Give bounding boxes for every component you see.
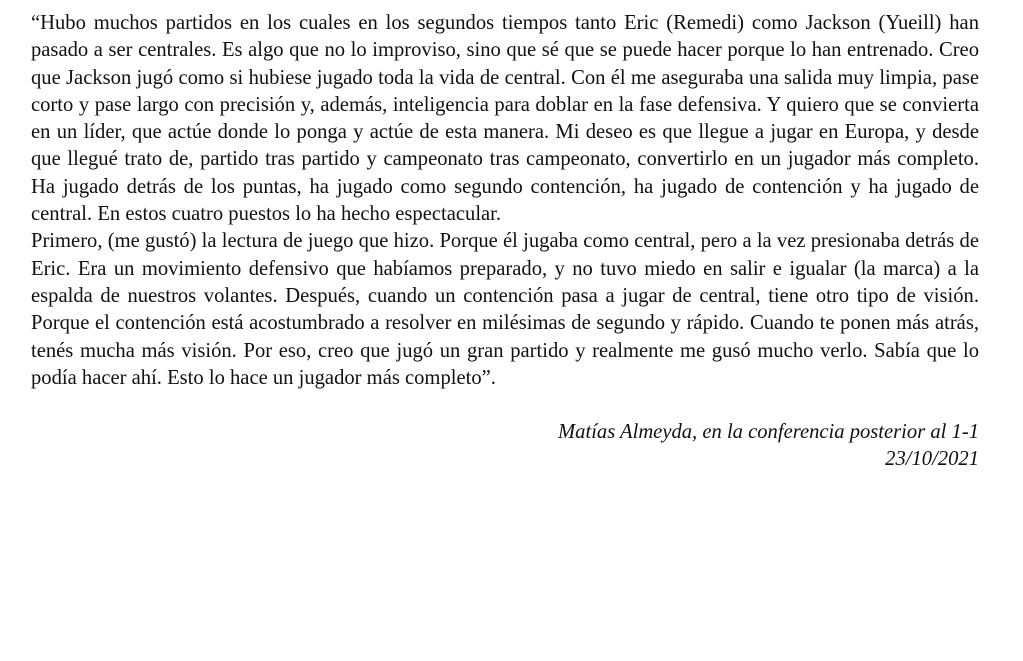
attribution-speaker: Matías Almeyda, en la conferencia posterior al 1-1 [558, 421, 979, 444]
quote-paragraph-2: Primero, (me gustó) la lectura de juego que hizo. Porque él jugaba como central, pero a la vez presionaba detrás de Eric. Era un movimiento defensivo que habíamos preparado, y no tuvo miedo en salir e igualar (la marca) a la espalda de nuestros volantes. Después, cuando un contención pasa a jugar de central, tiene otro tipo de visión. Porque el contención está acostumbrado a resolver en milésimas de segundo y rápido. Cuando te ponen más atrás, tenés mucha más visión. Por eso, creo que jugó un gran partido y realmente me gusó mucho verlo. Sabía que lo podía hacer ahí. Esto lo hace un jugador más completo”. [31, 230, 979, 389]
document-body [31, 10, 979, 474]
attribution [31, 419, 979, 474]
attribution-date: 23/10/2021 [885, 448, 979, 471]
quote-paragraph-1: “Hubo muchos partidos en los cuales en los segundos tiempos tanto Eric (Remedi) como Jackson (Yueill) han pasado a ser centrales. Es algo que no lo improviso, sino que sé que se puede hacer porque lo han entrenado. Creo que Jackson jugó como si hubiese jugado toda la vida de central. Con él me aseguraba una salida muy limpia, pase corto y pase largo con precisión y, además, inteligencia para doblar en la fase defensiva. Y quiero que se convierta en un líder, que actúe donde lo ponga y actúe de esta manera. Mi deseo es que llegue a jugar en Europa, y desde que llegué trato de, partido tras partido y campeonato tras campeonato, convertirlo en un jugador más completo. Ha jugado detrás de los puntas, ha jugado como segundo contención, ha jugado de contención y ha jugado de central. En estos cuatro puestos lo ha hecho espectacular. [31, 12, 979, 226]
